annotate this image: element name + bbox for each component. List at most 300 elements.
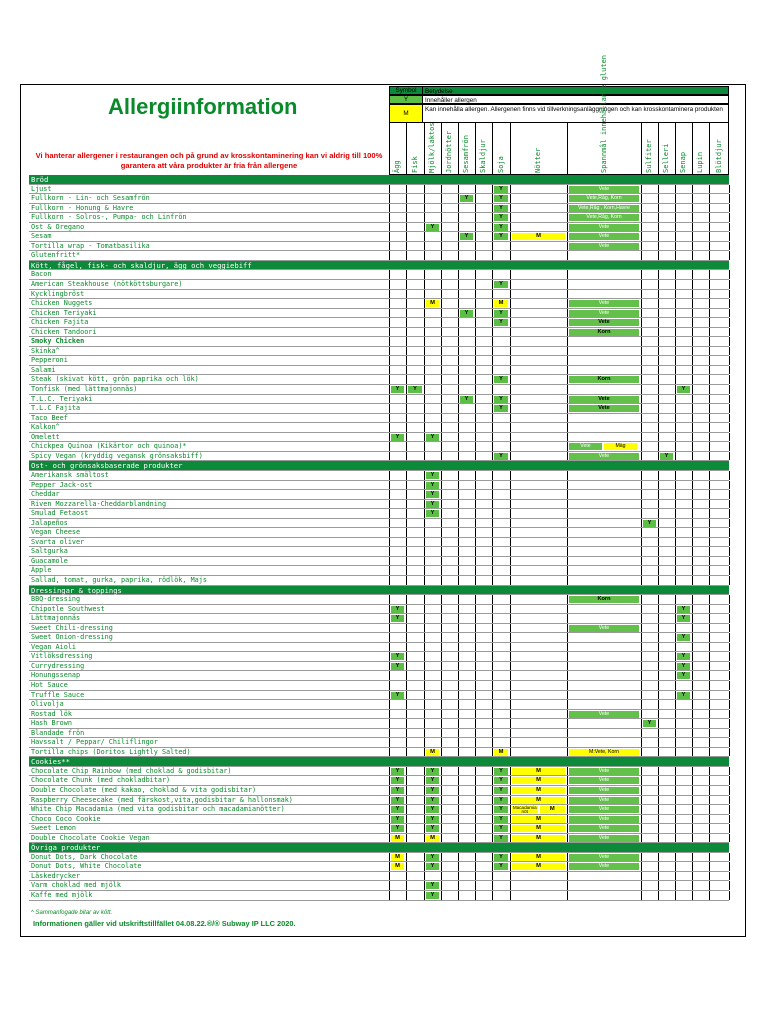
allergen-cell [441,471,458,480]
allergen-cell [389,671,406,680]
allergen-cell [675,719,692,728]
allergen-cell [692,643,709,652]
allergen-cell [475,538,492,547]
row-label: Kalkon^ [31,423,60,432]
row-end-border [729,318,730,327]
allergen-cell [658,748,675,757]
allergen-cell [709,280,729,289]
allergen-cell [389,700,406,709]
allergen-cell [458,605,475,614]
allergen-cell [389,242,406,251]
row-label: Skinka^ [31,346,60,355]
allergen-cell [389,356,406,365]
allergen-cell [475,509,492,518]
row-end-border [729,375,730,384]
row-end-border [729,605,730,614]
allergen-cell [641,824,658,833]
allergen-cell [658,862,675,871]
allergen-cell [389,423,406,432]
allergen-cell [675,280,692,289]
allergen-cell [389,509,406,518]
allergen-cell [424,194,441,203]
print-info: Informationen gäller vid utskriftstillfället 04.08.22.®/® Subway IP LLC 2020. [33,919,296,928]
allergen-cell [675,194,692,203]
allergen-cell [458,223,475,232]
allergen-cell [475,213,492,222]
allergen-cell [406,347,424,356]
allergen-cell [675,891,692,900]
table-row [29,500,729,510]
allergen-cell [658,633,675,642]
allergen-mark: Y [426,806,439,813]
allergen-cell [441,805,458,814]
allergen-cell [475,375,492,384]
allergen-mark: Y [494,797,508,804]
allergen-cell [510,748,567,757]
allergen-cell [641,662,658,671]
allergen-cell [424,700,441,709]
allergen-cell [641,566,658,575]
allergen-cell [492,509,510,518]
allergen-cell [424,213,441,222]
allergen-cell [492,605,510,614]
allergen-cell [709,557,729,566]
allergen-cell [424,691,441,700]
allergen-cell [389,633,406,642]
allergen-cell [692,452,709,461]
allergen-cell [567,652,641,661]
allergen-cell [510,624,567,633]
allergen-cell [692,509,709,518]
allergen-cell [641,700,658,709]
allergen-cell [406,595,424,604]
allergen-cell [658,853,675,862]
allergen-cell [675,862,692,871]
row-end-border [729,729,730,738]
allergen-cell [406,748,424,757]
allergen-cell [692,242,709,251]
allergen-cell [510,270,567,279]
allergen-mark: Y [494,777,508,784]
allergen-cell [475,881,492,890]
allergen-cell [709,786,729,795]
allergen-cell [406,242,424,251]
allergen-cell [492,433,510,442]
allergen-cell [475,194,492,203]
row-end-border [729,452,730,461]
allergen-cell [641,776,658,785]
row-end-border [729,633,730,642]
row-end-border [729,834,730,843]
allergen-cell [567,643,641,652]
table-row [29,395,729,405]
allergen-cell [658,776,675,785]
allergen-cell [406,834,424,843]
allergen-mark: M [494,300,508,307]
allergen-cell [458,280,475,289]
row-end-border [729,433,730,442]
allergen-mark: M [426,300,439,307]
allergen-mark: M [391,863,404,870]
allergen-cell [441,414,458,423]
row-end-border [729,767,730,776]
allergen-cell [641,328,658,337]
allergen-cell [658,356,675,365]
allergen-cell [567,538,641,547]
allergen-table [29,175,729,901]
allergen-cell [458,738,475,747]
allergen-cell [406,824,424,833]
column-header [658,122,675,175]
legend-header-symbol: Symbol [389,86,423,95]
table-row [29,204,729,214]
allergen-cell [567,337,641,346]
allergen-cell [424,872,441,881]
allergen-cell [709,576,729,585]
allergen-cell [709,337,729,346]
allergen-cell [692,834,709,843]
row-end-border [729,614,730,623]
allergen-mark: M [512,863,565,870]
allergen-cell [658,347,675,356]
category-row [29,175,729,185]
row-label: Tonfisk (med lättmajonnäs) [31,385,138,394]
allergen-cell [441,490,458,499]
cross-contamination-warning: Vi hanterar allergener i restaurangen och på grund av krosskontaminering kan vi aldrig till 100% garantera att våra produkter är fria från allergene [35,151,383,170]
allergen-cell [675,318,692,327]
row-label: Cheddar [31,490,60,499]
allergen-cell [675,700,692,709]
allergen-cell [475,299,492,308]
allergen-cell [441,633,458,642]
allergen-mark: Y [426,825,439,832]
allergen-cell [389,404,406,413]
allergen-mark: M [391,835,404,842]
allergen-cell [475,643,492,652]
allergen-cell [475,681,492,690]
allergen-cell [389,547,406,556]
table-row [29,796,729,806]
allergen-cell [641,528,658,537]
allergen-cell [441,595,458,604]
allergen-cell [567,729,641,738]
allergen-cell [567,691,641,700]
allergen-cell [492,729,510,738]
allergen-cell [475,232,492,241]
allergen-cell [458,528,475,537]
allergen-cell [567,872,641,881]
allergen-cell [675,681,692,690]
allergen-cell [458,671,475,680]
allergen-cell [458,767,475,776]
allergen-cell [458,700,475,709]
allergen-cell [389,223,406,232]
allergen-cell [675,442,692,451]
allergen-cell [692,700,709,709]
allergen-cell [675,481,692,490]
allergen-cell [692,414,709,423]
allergen-cell [406,366,424,375]
table-row [29,213,729,223]
column-header [475,122,492,175]
allergen-cell [510,433,567,442]
allergen-cell [658,404,675,413]
allergen-cell [567,700,641,709]
allergen-cell [675,509,692,518]
table-row [29,614,729,624]
allergen-cell [510,442,567,451]
allergen-cell [389,185,406,194]
allergen-cell [441,614,458,623]
allergen-mark: Y [391,768,404,775]
row-label: Double Chocolate (med kakao, choklad & vita godisbitar) [31,786,257,794]
allergen-cell [441,433,458,442]
allergen-cell [424,442,441,451]
allergen-cell [641,538,658,547]
allergen-cell [424,671,441,680]
allergen-cell [709,872,729,881]
allergen-cell [389,366,406,375]
allergen-cell [424,423,441,432]
allergen-cell [406,318,424,327]
allergen-cell [406,500,424,509]
allergen-mark: Y [426,472,439,479]
allergen-cell [441,519,458,528]
allergen-mark: Y [494,863,508,870]
allergen-cell [441,891,458,900]
allergen-cell [658,881,675,890]
row-end-border [729,328,730,337]
allergen-cell [441,395,458,404]
row-label: Chipotle Southwest [31,604,105,613]
allergen-cell [406,538,424,547]
table-row [29,185,729,195]
allergen-cell [692,872,709,881]
allergen-cell [641,681,658,690]
row-label: Övriga produkter [31,843,101,853]
table-row [29,872,729,882]
row-label: Smoky Chicken [31,337,85,346]
allergen-cell [641,309,658,318]
allergen-cell [441,691,458,700]
table-row [29,805,729,815]
allergen-mark: Y [677,386,690,393]
allergen-cell [406,862,424,871]
allergen-cell [709,509,729,518]
allergen-mark: Y [391,816,404,823]
allergen-cell [658,738,675,747]
allergen-cell [567,557,641,566]
allergen-cell [675,452,692,461]
row-label: Vegan Cheese [31,528,81,537]
allergen-cell [510,242,567,251]
allergen-cell [658,318,675,327]
allergen-cell [389,681,406,690]
allergen-cell [458,414,475,423]
allergen-cell [675,624,692,633]
allergen-cell [658,815,675,824]
row-end-border [729,299,730,308]
allergen-cell [424,710,441,719]
allergen-cell [475,452,492,461]
allergen-cell [475,270,492,279]
category-row [29,261,729,271]
table-row [29,328,729,338]
allergen-cell [510,538,567,547]
allergen-cell [675,309,692,318]
allergen-cell [406,519,424,528]
allergen-cell [709,671,729,680]
row-label: Tortilla chips (Doritos Lightly Salted) [31,747,191,756]
allergen-cell [475,891,492,900]
allergen-cell [658,547,675,556]
allergen-cell [641,490,658,499]
column-header-label: Skaldjur [479,139,487,173]
allergen-cell [441,251,458,260]
row-end-border [729,528,730,537]
row-label: Steak (skivat kött, grön paprika och lök) [31,375,199,384]
allergen-cell [406,232,424,241]
row-label: Sesam [31,232,52,241]
allergen-cell [658,270,675,279]
allergen-cell [641,748,658,757]
allergen-mark: Y [677,634,690,641]
allergen-cell [458,557,475,566]
allergen-cell [675,423,692,432]
allergen-cell [458,519,475,528]
allergen-cell [406,662,424,671]
row-end-border [729,738,730,747]
row-label: Fullkorn - Honung & Havre [31,203,134,212]
allergen-cell [567,633,641,642]
allergen-cell [510,490,567,499]
allergen-cell [424,719,441,728]
allergen-cell [709,213,729,222]
allergen-cell [675,767,692,776]
allergen-cell [641,614,658,623]
allergen-mark: Vete [569,835,639,842]
allergen-cell [709,605,729,614]
row-label: Chicken Tandoori [31,327,97,336]
allergen-cell [692,347,709,356]
allergen-cell [441,786,458,795]
allergen-cell [406,414,424,423]
allergen-cell [641,356,658,365]
allergen-cell [441,328,458,337]
allergen-cell [475,576,492,585]
row-label: Truffle Sauce [31,690,85,699]
allergen-cell [458,881,475,890]
allergen-mark: Y [494,310,508,317]
allergen-cell [406,786,424,795]
allergen-cell [510,356,567,365]
allergen-cell [675,375,692,384]
table-row [29,290,729,300]
allergen-mark: Vete [569,224,639,231]
allergen-cell [510,452,567,461]
allergen-cell [692,605,709,614]
allergen-cell [658,624,675,633]
row-end-border [729,404,730,413]
allergen-mark: M [426,835,439,842]
allergen-cell [567,614,641,623]
allergen-cell [692,719,709,728]
column-header-label: Spannmål innehållande gluten [599,54,608,173]
allergen-cell [389,299,406,308]
allergen-cell [658,767,675,776]
allergen-cell [658,490,675,499]
allergen-cell [441,605,458,614]
allergen-mark: Vete [569,243,639,250]
allergen-cell [441,547,458,556]
allergen-cell [389,395,406,404]
row-label: Blandade frön [31,728,85,737]
allergen-cell [424,404,441,413]
allergen-cell [424,385,441,394]
allergen-cell [658,796,675,805]
row-end-border [729,862,730,871]
allergen-cell [406,433,424,442]
row-end-border [729,652,730,661]
allergen-cell [458,366,475,375]
allergen-cell [709,500,729,509]
allergen-cell [458,423,475,432]
allergen-cell [641,624,658,633]
allergen-cell [709,404,729,413]
allergen-mark: Vete [569,787,639,794]
allergen-cell [567,566,641,575]
row-end-border [729,204,730,213]
row-label: Pepperoni [31,356,68,365]
allergen-cell [424,395,441,404]
row-end-border [729,290,730,299]
row-label: Fullkorn - Lin- och Sesamfrön [31,194,150,203]
allergen-cell [641,204,658,213]
allergen-cell [441,280,458,289]
row-end-border [729,442,730,451]
allergen-cell [441,834,458,843]
allergen-mark: Y [426,787,439,794]
allergen-cell [475,710,492,719]
allergen-cell [709,891,729,900]
allergen-cell [441,738,458,747]
allergen-cell [389,270,406,279]
allergen-cell [641,290,658,299]
allergen-cell [675,242,692,251]
row-end-border [729,194,730,203]
allergen-cell [475,423,492,432]
allergen-cell [675,595,692,604]
allergen-cell [389,729,406,738]
row-label: American Steakhouse (nötköttsburgare) [31,280,183,289]
row-end-border [729,366,730,375]
row-end-border [729,881,730,890]
allergen-cell [692,490,709,499]
allergen-cell [567,719,641,728]
allergen-cell [692,796,709,805]
allergen-cell [692,356,709,365]
allergen-cell [424,595,441,604]
allergen-cell [510,710,567,719]
allergen-cell [441,776,458,785]
allergen-cell [641,223,658,232]
row-label: Chicken Nuggets [31,299,93,308]
allergen-cell [475,652,492,661]
allergen-cell [567,547,641,556]
table-row [29,347,729,357]
allergen-cell [692,576,709,585]
allergen-cell [406,881,424,890]
